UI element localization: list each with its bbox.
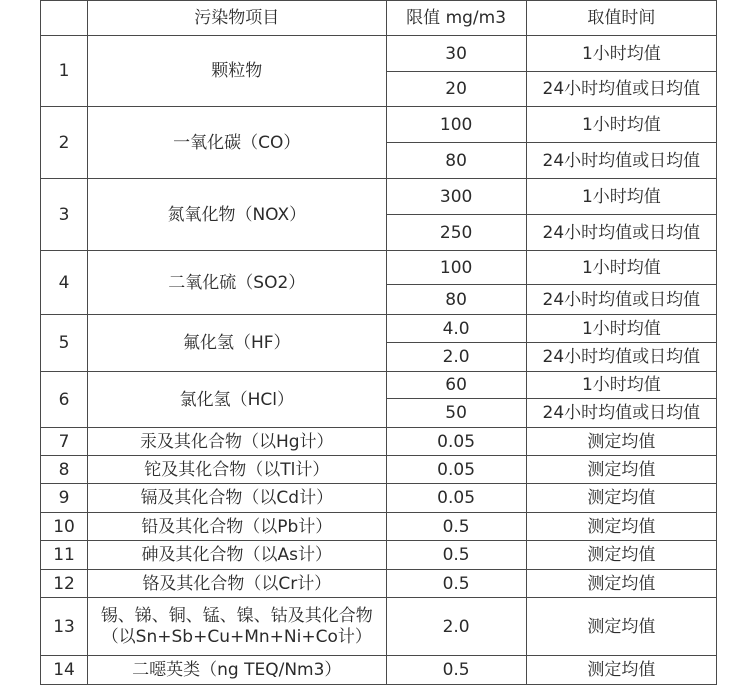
averaging-period: 24小时均值或日均值 xyxy=(526,72,716,107)
pollutant-name: 二氧化硫（SO2） xyxy=(88,251,386,315)
limit-value: 0.05 xyxy=(386,456,526,484)
row-number: 9 xyxy=(41,484,88,513)
averaging-period: 1小时均值 xyxy=(526,36,716,72)
averaging-period: 测定均值 xyxy=(526,456,716,484)
limit-value: 80 xyxy=(386,285,526,315)
pollutant-name: 氟化氢（HF） xyxy=(88,315,386,372)
averaging-period: 1小时均值 xyxy=(526,315,716,343)
row-number: 5 xyxy=(41,315,88,372)
header-limit: 限值 mg/m3 xyxy=(386,1,526,36)
table-row xyxy=(41,513,717,541)
row-number: 1 xyxy=(41,36,88,107)
pollutant-name: 一氧化碳（CO） xyxy=(88,107,386,179)
averaging-period: 测定均值 xyxy=(526,513,716,541)
row-number: 11 xyxy=(41,541,88,570)
table-row xyxy=(41,315,717,343)
averaging-period: 24小时均值或日均值 xyxy=(526,143,716,179)
limit-value: 2.0 xyxy=(386,343,526,372)
pollutant-name: 氯化氢（HCl） xyxy=(88,372,386,428)
limit-value: 250 xyxy=(386,215,526,251)
row-number: 10 xyxy=(41,513,88,541)
averaging-period: 24小时均值或日均值 xyxy=(526,285,716,315)
averaging-period: 测定均值 xyxy=(526,570,716,598)
header-period: 取值时间 xyxy=(526,1,716,36)
averaging-period: 测定均值 xyxy=(526,428,716,456)
row-number: 8 xyxy=(41,456,88,484)
pollutant-name: 镉及其化合物（以Cd计） xyxy=(88,484,386,513)
limit-value: 4.0 xyxy=(386,315,526,343)
row-number: 2 xyxy=(41,107,88,179)
table-row xyxy=(41,456,717,484)
averaging-period: 24小时均值或日均值 xyxy=(526,343,716,372)
pollutant-name: 砷及其化合物（以As计） xyxy=(88,541,386,570)
table-row xyxy=(41,484,717,513)
table-row xyxy=(41,179,717,215)
pollutant-name: 颗粒物 xyxy=(88,36,386,107)
pollutant-name-line1: 锡、锑、铜、锰、镍、钴及其化合物 xyxy=(100,605,373,626)
row-number: 3 xyxy=(41,179,88,251)
pollutant-name: 铬及其化合物（以Cr计） xyxy=(88,570,386,598)
row-number: 7 xyxy=(41,428,88,456)
averaging-period: 测定均值 xyxy=(526,541,716,570)
averaging-period: 测定均值 xyxy=(526,656,716,685)
limit-value: 0.5 xyxy=(386,541,526,570)
limit-value: 60 xyxy=(386,372,526,399)
table-row xyxy=(41,428,717,456)
table-row xyxy=(41,36,717,72)
table-header-row xyxy=(41,1,717,36)
pollutant-name: 铅及其化合物（以Pb计） xyxy=(88,513,386,541)
table-row xyxy=(41,251,717,285)
limit-value: 30 xyxy=(386,36,526,72)
limit-value: 100 xyxy=(386,251,526,285)
limit-value: 0.05 xyxy=(386,428,526,456)
limit-value: 0.05 xyxy=(386,484,526,513)
table-row xyxy=(41,107,717,143)
limit-value: 2.0 xyxy=(386,598,526,656)
pollutant-name: 铊及其化合物（以Tl计） xyxy=(88,456,386,484)
averaging-period: 24小时均值或日均值 xyxy=(526,215,716,251)
table-row xyxy=(41,598,717,656)
limit-value: 0.5 xyxy=(386,513,526,541)
limit-value: 0.5 xyxy=(386,570,526,598)
row-number: 6 xyxy=(41,372,88,428)
averaging-period: 1小时均值 xyxy=(526,107,716,143)
averaging-period: 测定均值 xyxy=(526,598,716,656)
averaging-period: 1小时均值 xyxy=(526,251,716,285)
pollutant-name: 汞及其化合物（以Hg计） xyxy=(88,428,386,456)
limit-value: 20 xyxy=(386,72,526,107)
emission-limits-table xyxy=(40,0,717,685)
table-row xyxy=(41,570,717,598)
limit-value: 300 xyxy=(386,179,526,215)
limit-value: 80 xyxy=(386,143,526,179)
header-no xyxy=(41,1,88,36)
row-number: 12 xyxy=(41,570,88,598)
header-pollutant: 污染物项目 xyxy=(88,1,386,36)
pollutant-name-line2: （以Sn+Sb+Cu+Mn+Ni+Co计） xyxy=(101,626,372,647)
averaging-period: 1小时均值 xyxy=(526,179,716,215)
table-row xyxy=(41,656,717,685)
row-number: 13 xyxy=(41,598,88,656)
limit-value: 50 xyxy=(386,399,526,428)
pollutant-name xyxy=(88,598,386,656)
table-row xyxy=(41,541,717,570)
row-number: 4 xyxy=(41,251,88,315)
row-number: 14 xyxy=(41,656,88,685)
limit-value: 100 xyxy=(386,107,526,143)
table-row xyxy=(41,372,717,399)
pollutant-name: 二噁英类（ng TEQ/Nm3） xyxy=(88,656,386,685)
pollutant-name: 氮氧化物（NOX） xyxy=(88,179,386,251)
averaging-period: 24小时均值或日均值 xyxy=(526,399,716,428)
averaging-period: 1小时均值 xyxy=(526,372,716,399)
limit-value: 0.5 xyxy=(386,656,526,685)
averaging-period: 测定均值 xyxy=(526,484,716,513)
